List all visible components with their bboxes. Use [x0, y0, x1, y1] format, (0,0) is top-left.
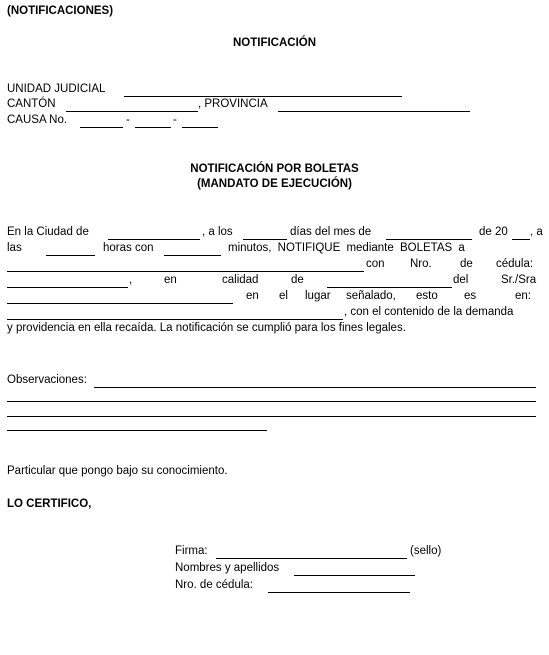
- body-text: de: [460, 258, 473, 270]
- anio-field[interactable]: [512, 239, 530, 240]
- sello-label: (sello): [410, 545, 442, 557]
- observaciones-field-1[interactable]: [94, 387, 536, 388]
- unidad-judicial-label: UNIDAD JUDICIAL: [7, 83, 106, 95]
- body-text: Sr./Sra: [501, 274, 537, 286]
- provincia-field[interactable]: [278, 111, 470, 112]
- lugar-field[interactable]: [7, 319, 343, 320]
- calidad-field[interactable]: [327, 287, 452, 288]
- body-text: el: [279, 290, 288, 302]
- header-label: (NOTIFICACIONES): [7, 5, 114, 17]
- canton-label: CANTÓN: [7, 98, 56, 110]
- body-text: calidad: [222, 274, 259, 286]
- body-text: es: [464, 290, 477, 302]
- body-text: de: [291, 274, 304, 286]
- body-text: en: [246, 290, 259, 302]
- nombres-label: Nombres y apellidos: [175, 562, 280, 574]
- body-text: las: [7, 242, 22, 254]
- body-text: , a los: [202, 226, 233, 238]
- nombres-field[interactable]: [294, 575, 415, 576]
- body-text: ,: [129, 274, 133, 286]
- observaciones-field-4[interactable]: [7, 430, 267, 431]
- ciudad-field[interactable]: [108, 239, 200, 240]
- section-subtitle: (MANDATO DE EJECUCIÓN): [197, 178, 352, 190]
- body-text: del: [453, 274, 469, 286]
- body-text: esto: [416, 290, 438, 302]
- body-text: y providencia en ella recaída. La notificación se cumplió para los fines legales.: [7, 322, 406, 334]
- observaciones-label: Observaciones:: [7, 374, 87, 386]
- cedula-label: Nro. de cédula:: [175, 579, 253, 591]
- unidad-judicial-field[interactable]: [124, 96, 402, 97]
- signature-cedula-field[interactable]: [268, 592, 410, 593]
- canton-field[interactable]: [66, 111, 198, 112]
- body-text: , con el contenido de la demanda: [344, 306, 514, 318]
- particular-text: Particular que pongo bajo su conocimiento.: [7, 465, 228, 477]
- firma-field[interactable]: [216, 558, 407, 559]
- body-text: minutos, NOTIFIQUE mediante BOLETAS a: [228, 242, 465, 254]
- body-text: horas con: [103, 242, 154, 254]
- body-text: cédula:: [496, 258, 534, 270]
- causa-dash-2: -: [173, 114, 177, 126]
- causa-field-2[interactable]: [135, 127, 171, 128]
- causa-field-1[interactable]: [80, 127, 123, 128]
- observaciones-field-2[interactable]: [7, 401, 536, 402]
- notificado-field[interactable]: [7, 271, 364, 272]
- mes-field[interactable]: [386, 239, 472, 240]
- body-text: en:: [515, 290, 531, 302]
- body-text: Nro.: [410, 258, 432, 270]
- body-text: con: [366, 258, 385, 270]
- minutos-field[interactable]: [164, 255, 221, 256]
- causa-dash-1: -: [126, 114, 130, 126]
- body-text: en: [164, 274, 177, 286]
- body-text: , a: [530, 226, 543, 238]
- firma-label: Firma:: [175, 545, 208, 557]
- body-text: de 20: [479, 226, 508, 238]
- causa-field-3[interactable]: [182, 127, 218, 128]
- cedula-field[interactable]: [7, 287, 128, 288]
- sr-sra-field[interactable]: [7, 303, 233, 304]
- document-title: NOTIFICACIÓN: [232, 37, 317, 49]
- certifico-text: LO CERTIFICO,: [7, 498, 92, 510]
- body-text: señalado,: [346, 290, 396, 302]
- body-text: días del mes de: [290, 226, 372, 238]
- provincia-label: , PROVINCIA: [198, 98, 268, 110]
- body-text: lugar: [305, 290, 331, 302]
- dias-field[interactable]: [243, 239, 287, 240]
- section-title: NOTIFICACIÓN POR BOLETAS: [190, 163, 359, 175]
- body-text: En la Ciudad de: [7, 226, 89, 238]
- observaciones-field-3[interactable]: [7, 416, 536, 417]
- horas-field[interactable]: [46, 255, 95, 256]
- causa-label: CAUSA No.: [7, 114, 68, 126]
